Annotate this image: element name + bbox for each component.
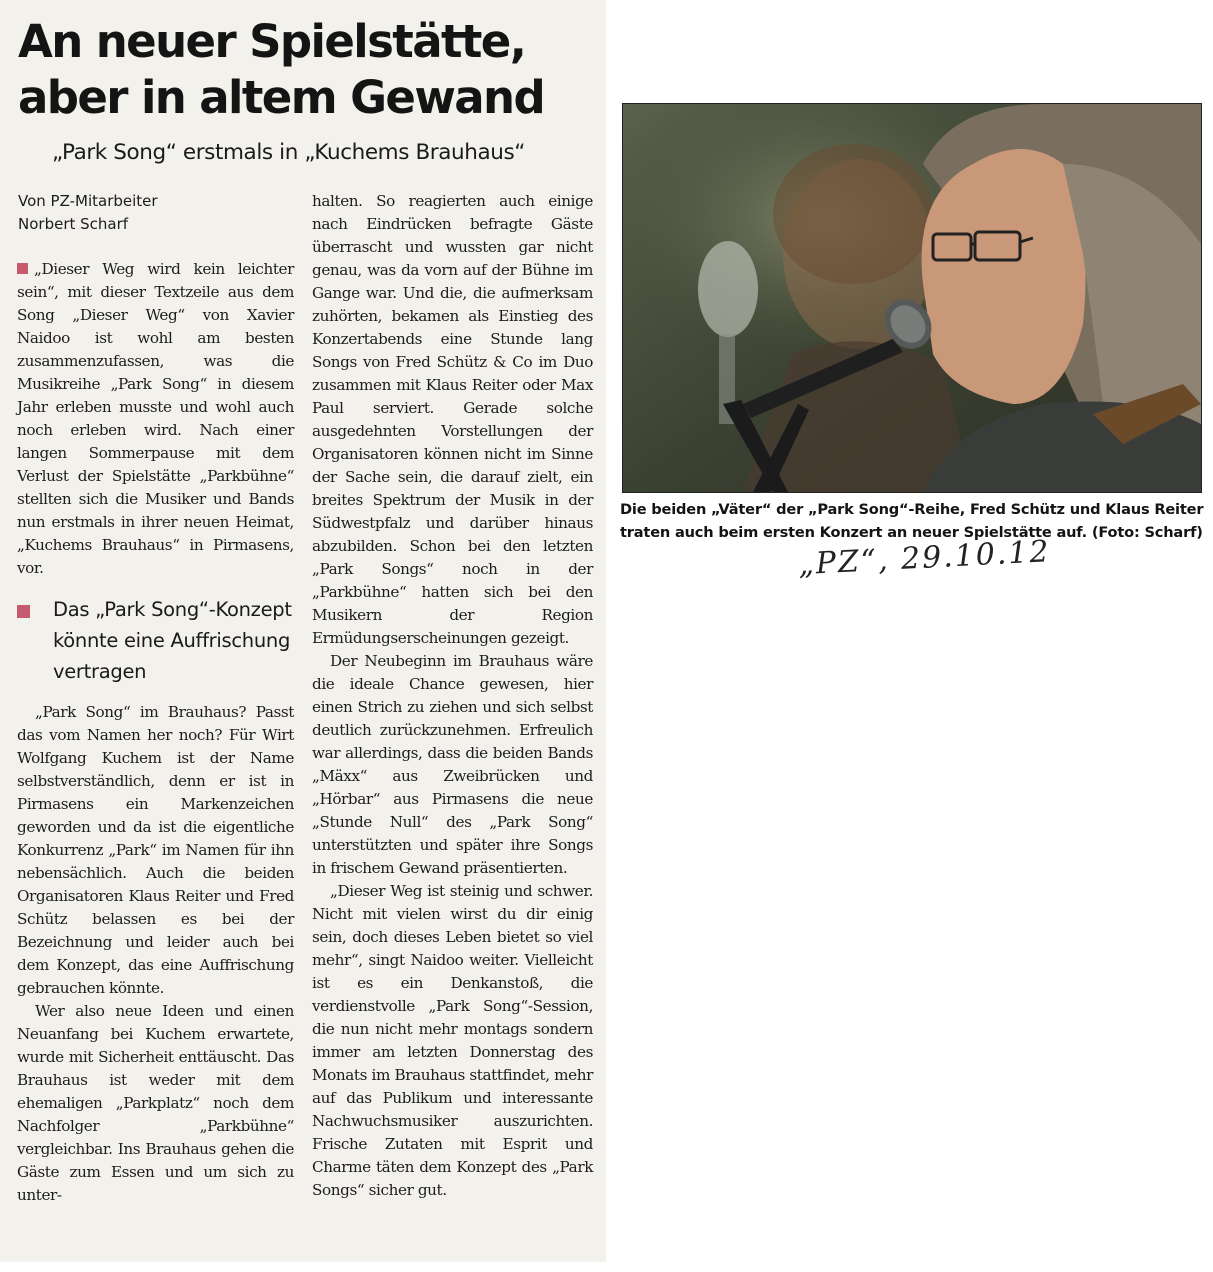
newspaper-clipping [0,0,606,1262]
handwritten-date-note: „PZ“, 29.10.12 [797,534,1052,583]
headline-line-1: An neuer Spielstätte, [18,15,526,68]
byline-author: Norbert Scharf [18,215,129,233]
byline [18,190,298,236]
pull-quote-marker-icon [17,605,30,618]
paragraph: Der Neubeginn im Brauhaus wäre die ideale Chance gewesen, hier einen Strich zu ziehen und sich selbst deutlich zurückzunehmen. Erfreulich war allerdings, dass die beiden Bands „Mäxx“ aus Zweibrücken und „Hörbar“ aus Pirmasens die neue „Stunde Null“ des „Park Song“ unterstützten und später ihre Songs in frischem Gewand präsentierten. [312,652,593,877]
paragraph-marker-icon [17,263,28,274]
headline [18,14,603,126]
byline-line-1: Von PZ-Mitarbeiter [18,192,158,210]
paragraph: „Park Song“ im Brauhaus? Passt das vom Namen her noch? Für Wirt Wolfgang Kuchem ist der Name selbstverständlich, denn er ist in Pirmasens ein Markenzeichen geworden und da ist die eigentliche Konkurrenz „Park“ im Namen für ihn nebensächlich. Auch die beiden Organisatoren Klaus Reiter und Fred Schütz belassen es bei der Bezeichnung und leider auch bei dem Konzept, das eine Auffrischung gebrauchen könnte. [17,703,294,997]
paragraph: halten. So reagierten auch einige nach Eindrücken befragte Gäste überrascht und wussten gar nicht genau, was da vorn auf der Bühne im Gange war. Und die, die aufmerksam zuhörten, bekamen als Einstieg des Konzertabends eine Stunde lang Songs von Fred Schütz & Co im Duo zusammen mit Klaus Reiter oder Max Paul serviert. Gerade solche ausgedehnten Vorstellungen der Organisatoren können nicht im Sinne der Sache sein, die darauf zielt, ein breites Spektrum der Musik in der Südwestpfalz und darüber hinaus abzubilden. Schon bei den letzten „Park Songs“ noch in der „Parkbühne“ hatten sich bei den Musikern der Region Ermüdungserscheinungen gezeigt. [312,192,593,647]
photo-illustration [623,104,1201,492]
paragraph: Wer also neue Ideen und einen Neuanfang bei Kuchem erwartete, wurde mit Sicherheit enttäuscht. Das Brauhaus ist weder mit dem ehemaligen „Parkplatz“ noch dem Nachfolger „Parkbühne“ vergleichbar. Ins Brauhaus gehen die Gäste zum Essen und um sich zu unter- [17,1002,294,1204]
pull-quote [17,594,294,687]
article-column-2 [312,190,593,1202]
concert-photo [622,103,1202,493]
paragraph-intro [17,258,294,580]
paragraph-intro-text: „Dieser Weg wird kein leichter sein“, mit dieser Textzeile aus dem Song „Dieser Weg“ von Xavier Naidoo ist wohl am besten zusammenzufassen, was die Musikreihe „Park Song“ in diesem Jahr erleben musste und wohl auch noch erleben wird. Nach einer langen Sommerpause mit dem Verlust der Spielstätte „Parkbühne“ stellten sich die Musiker und Bands nun erstmals in ihrer neuen Heimat, „Kuchems Brauhaus“ in Pirmasens, vor. [17,260,294,577]
photo-caption: Die beiden „Väter“ der „Park Song“-Reihe, Fred Schütz und Klaus Reiter traten auch beim ersten Konzert an neuer Spielstätte auf. (Foto: Scharf) [620,501,1204,541]
paragraph: „Dieser Weg ist steinig und schwer. Nicht mit vielen wirst du dir einig sein, doch dieses Leben bietet so viel mehr“, singt Naidoo weiter. Vielleicht ist es ein Denkanstoß, die verdienstvolle „Park Song“-Session, die nun nicht mehr montags sondern immer am letzten Donnerstag des Monats im Brauhaus stattfindet, mehr auf das Publikum und interessante Nachwuchsmusiker auszurichten. Frische Zutaten mit Esprit und Charme täten dem Konzept des „Park Songs“ sicher gut. [312,882,593,1199]
subheadline: „Park Song“ erstmals in „Kuchems Brauhaus“ [52,140,526,165]
headline-line-2: aber in altem Gewand [18,71,545,124]
article-column-1 [17,258,294,1207]
pull-quote-text: Das „Park Song“-Konzept könnte eine Auffrischung vertragen [53,598,292,683]
